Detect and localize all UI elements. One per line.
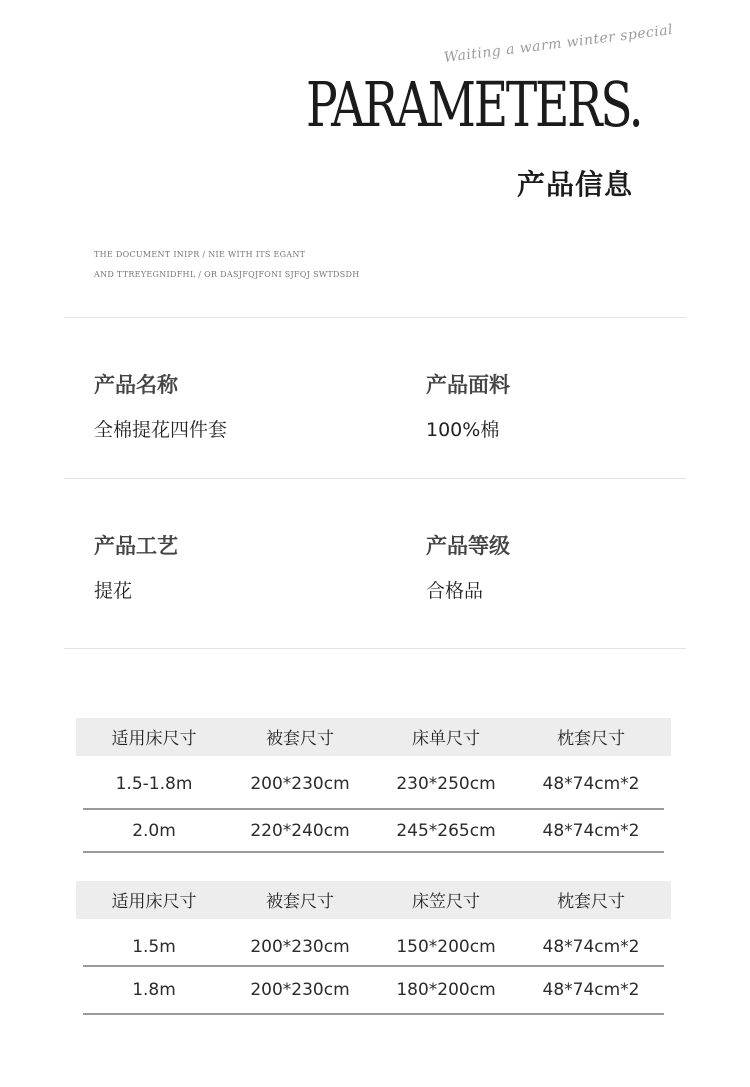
- table-cell: 1.5-1.8m: [115, 774, 193, 794]
- table-cell: 180*200cm: [396, 980, 496, 1000]
- table-row: [76, 970, 671, 1010]
- table-header-row: [76, 881, 671, 919]
- table-cell: 1.8m: [132, 980, 176, 1000]
- table-cell: 220*240cm: [250, 821, 350, 841]
- table-cell: 230*250cm: [396, 774, 496, 794]
- param-label-fabric: 产品面料: [426, 373, 510, 397]
- table-cell: 1.5m: [132, 937, 176, 957]
- table-cell: 48*74cm*2: [542, 774, 640, 794]
- table-header-cell: 枕套尺寸: [557, 892, 625, 912]
- table-cell: 48*74cm*2: [542, 980, 640, 1000]
- table-cell: 2.0m: [132, 821, 176, 841]
- param-value-craft: 提花: [94, 580, 133, 602]
- page-subtitle: 产品信息: [517, 168, 634, 201]
- table-row: [76, 811, 671, 851]
- table-header-cell: 床单尺寸: [412, 729, 480, 749]
- row-divider: [83, 808, 664, 810]
- param-label-name: 产品名称: [94, 373, 178, 397]
- table-cell: 150*200cm: [396, 937, 496, 957]
- table-header-cell: 适用床尺寸: [111, 892, 197, 912]
- decorative-text-line-2: AND TTREYEGNIDFHL / OR DASJFQJFONI SJFQJ SWTDSDH: [94, 270, 360, 279]
- table-cell: 200*230cm: [250, 774, 350, 794]
- table-row: [76, 764, 671, 804]
- row-divider: [83, 1013, 664, 1015]
- size-table-fitted: [76, 881, 671, 999]
- decorative-text-line-1: THE DOCUMENT INIPR / NIE WITH ITS EGANT: [94, 250, 306, 259]
- table-cell: 200*230cm: [250, 980, 350, 1000]
- row-divider: [83, 851, 664, 853]
- page-title: PARAMETERS.: [306, 68, 642, 141]
- param-value-name: 全棉提花四件套: [94, 419, 228, 441]
- table-cell: 245*265cm: [396, 821, 496, 841]
- divider: [64, 478, 686, 479]
- param-label-grade: 产品等级: [426, 534, 510, 558]
- table-header-cell: 被套尺寸: [266, 729, 334, 749]
- table-cell: 200*230cm: [250, 937, 350, 957]
- table-header-cell: 适用床尺寸: [111, 729, 197, 749]
- param-value-fabric: 100%棉: [426, 419, 500, 441]
- script-tagline: Waiting a warm winter special: [443, 22, 674, 66]
- param-value-grade: 合格品: [426, 580, 484, 602]
- table-header-row: [76, 718, 671, 756]
- table-header-cell: 被套尺寸: [266, 892, 334, 912]
- divider: [64, 648, 686, 649]
- table-row: [76, 927, 671, 967]
- param-label-craft: 产品工艺: [94, 534, 178, 558]
- divider: [64, 317, 686, 318]
- table-cell: 48*74cm*2: [542, 937, 640, 957]
- size-table-sheet: [76, 718, 671, 841]
- row-divider: [83, 965, 664, 967]
- table-cell: 48*74cm*2: [542, 821, 640, 841]
- table-header-cell: 床笠尺寸: [412, 892, 480, 912]
- table-header-cell: 枕套尺寸: [557, 729, 625, 749]
